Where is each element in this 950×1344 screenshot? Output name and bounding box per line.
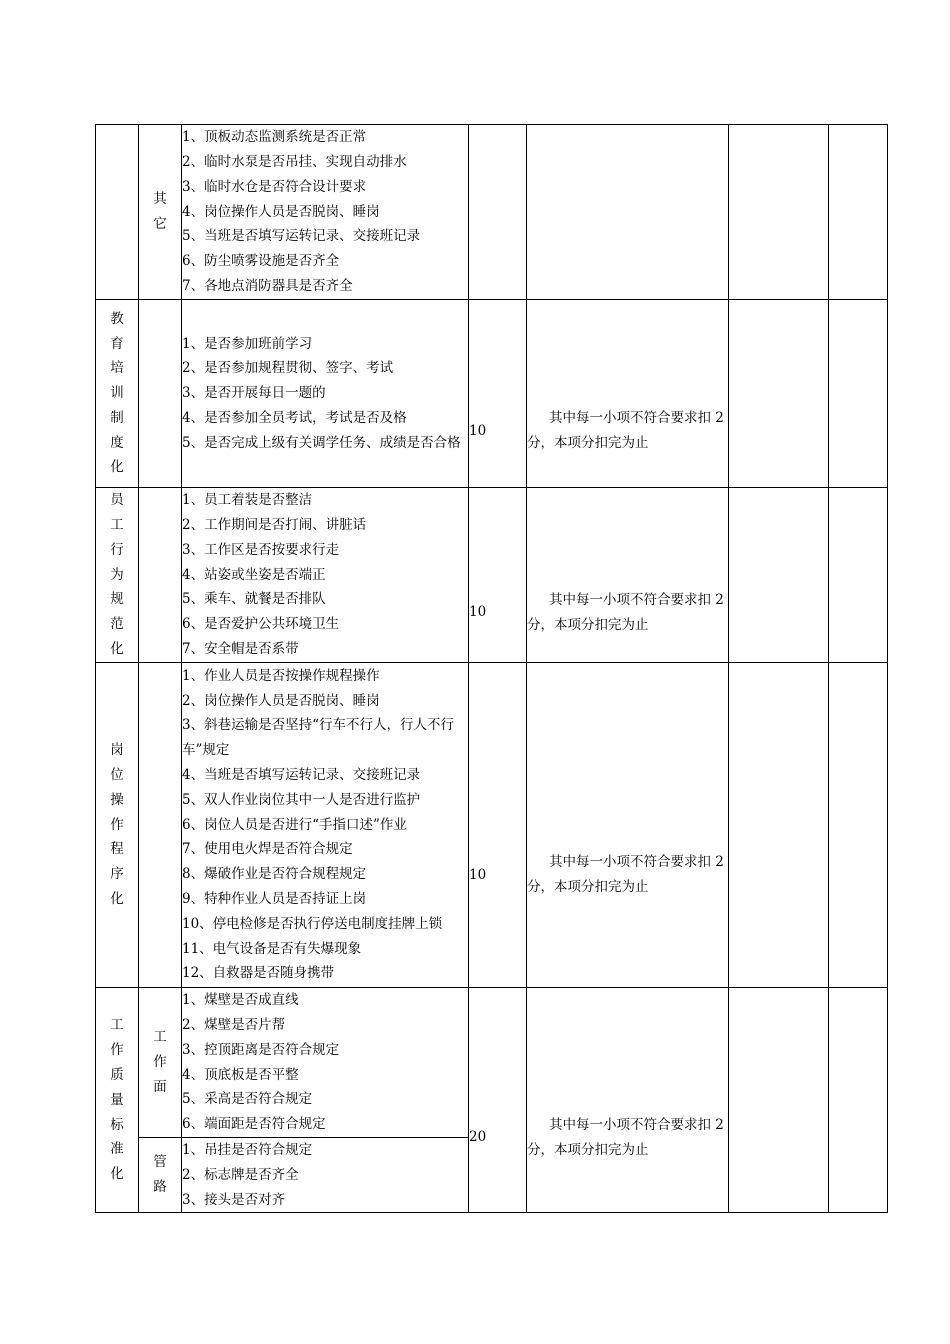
- table-row: [96, 125, 888, 300]
- blank-cell: [829, 125, 888, 300]
- list-item: 4、是否参加全员考试，考试是否及格: [182, 409, 407, 426]
- list-item: 1、吊挂是否符合规定: [182, 1142, 313, 1158]
- score-cell: [469, 125, 527, 300]
- list-item: 1、员工着装是否整洁: [182, 492, 313, 509]
- table-row: [96, 663, 888, 988]
- list-item: 6、防尘喷雾设施是否齐全: [182, 253, 340, 270]
- subcategory-cell: [139, 300, 182, 488]
- list-item: 6、是否爱护公共环境卫生: [182, 616, 340, 633]
- list-item: 4、顶底板是否平整: [182, 1066, 299, 1083]
- subcategory-cell: 其它: [139, 125, 182, 300]
- list-item: 2、是否参加规程贯彻、签字、考试: [182, 360, 394, 377]
- list-item: 2、煤壁是否片帮: [182, 1016, 286, 1033]
- list-item: 5、采高是否符合规定: [182, 1091, 313, 1108]
- list-item: 9、特种作业人员是否持证上岗: [182, 890, 367, 907]
- list-item: 3、斜巷运输是否坚持“行车不行人，行人不行车”规定: [182, 717, 454, 759]
- items-cell: [182, 300, 469, 488]
- list-item: 3、临时水仓是否符合设计要求: [182, 178, 367, 195]
- list-item: 12、自救器是否随身携带: [182, 965, 335, 982]
- list-item: 3、控顶距离是否符合规定: [182, 1041, 340, 1058]
- blank-cell: [729, 300, 829, 488]
- list-item: 7、使用电火焊是否符合规定: [182, 841, 353, 858]
- blank-cell: [729, 663, 829, 988]
- category-cell: [96, 125, 139, 300]
- list-item: 5、乘车、就餐是否排队: [182, 591, 326, 608]
- list-item: 7、各地点消防器具是否齐全: [182, 277, 353, 294]
- list-item: 1、煤壁是否成直线: [182, 992, 299, 1009]
- subcategory-cell: [139, 488, 182, 663]
- subcategory-cell: 管路: [139, 1138, 182, 1213]
- score-cell: 20: [469, 988, 527, 1213]
- method-cell: 其中每一小项不符合要求扣 2 分，本项分扣完为止: [527, 300, 729, 488]
- list-item: 2、标志牌是否齐全: [182, 1166, 299, 1183]
- list-item: 4、岗位操作人员是否脱岗、睡岗: [182, 203, 380, 220]
- list-item: 8、爆破作业是否符合规程规定: [182, 866, 367, 883]
- list-item: 2、岗位操作人员是否脱岗、睡岗: [182, 692, 380, 709]
- category-cell: 岗位操作程序化: [96, 663, 139, 988]
- items-cell: [182, 663, 469, 988]
- blank-cell: [729, 125, 829, 300]
- list-item: 6、岗位人员是否进行“手指口述”作业: [182, 816, 407, 833]
- table-row: [96, 488, 888, 663]
- items-cell: [182, 125, 469, 300]
- list-item: 5、是否完成上级有关调学任务、成绩是否合格: [182, 434, 461, 451]
- category-cell: 教育培训制度化: [96, 300, 139, 488]
- blank-cell: [829, 488, 888, 663]
- items-cell: [182, 1138, 469, 1213]
- list-item: 5、双人作业岗位其中一人是否进行监护: [182, 791, 421, 808]
- list-item: 3、工作区是否按要求行走: [182, 541, 340, 558]
- method-cell: 其中每一小项不符合要求扣 2 分，本项分扣完为止: [527, 988, 729, 1213]
- list-item: 1、作业人员是否按操作规程操作: [182, 667, 380, 684]
- list-item: 3、接头是否对齐: [182, 1191, 286, 1208]
- blank-cell: [829, 988, 888, 1213]
- list-item: 4、站姿或坐姿是否端正: [182, 566, 326, 583]
- method-cell: [527, 125, 729, 300]
- subcategory-cell: [139, 663, 182, 988]
- score-cell: 10: [469, 488, 527, 663]
- category-cell: 工作质量标准化: [96, 988, 139, 1213]
- blank-cell: [729, 488, 829, 663]
- items-cell: [182, 988, 469, 1138]
- list-item: 7、安全帽是否系带: [182, 640, 299, 657]
- subcategory-cell: 工作面: [139, 988, 182, 1138]
- list-item: 5、当班是否填写运转记录、交接班记录: [182, 228, 421, 245]
- inspection-table: [95, 124, 888, 1213]
- items-cell: [182, 488, 469, 663]
- blank-cell: [729, 988, 829, 1213]
- list-item: 6、端面距是否符合规定: [182, 1116, 326, 1133]
- list-item: 1、顶板动态监测系统是否正常: [182, 129, 367, 146]
- score-cell: 10: [469, 300, 527, 488]
- list-item: 4、当班是否填写运转记录、交接班记录: [182, 767, 421, 783]
- blank-cell: [829, 300, 888, 488]
- score-cell: 10: [469, 663, 527, 988]
- table-row: [96, 300, 888, 488]
- list-item: 3、是否开展每日一题的: [182, 385, 326, 402]
- blank-cell: [829, 663, 888, 988]
- list-item: 10、停电检修是否执行停送电制度挂牌上锁 11、电气设备是否有失爆现象: [182, 915, 443, 957]
- table-row: [96, 988, 888, 1138]
- category-cell: 员工行为规范化: [96, 488, 139, 663]
- list-item: 2、工作期间是否打闹、讲脏话: [182, 517, 367, 533]
- method-cell: 其中每一小项不符合要求扣 2 分，本项分扣完为止: [527, 663, 729, 988]
- list-item: 1、是否参加班前学习: [182, 335, 313, 352]
- method-cell: 其中每一小项不符合要求扣 2 分，本项分扣完为止: [527, 488, 729, 663]
- list-item: 2、临时水泵是否吊挂、实现自动排水: [182, 154, 407, 170]
